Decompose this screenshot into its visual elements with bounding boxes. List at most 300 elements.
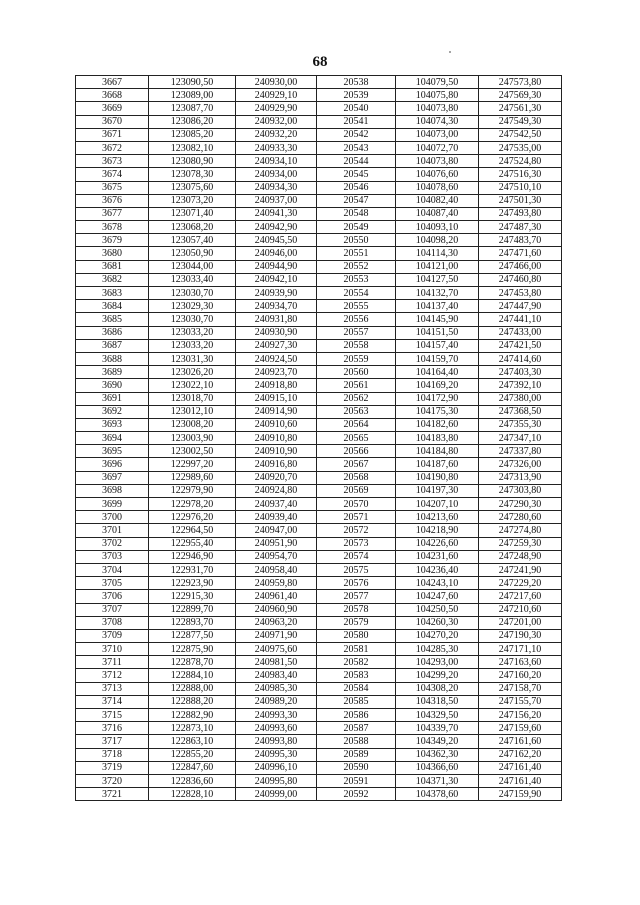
point-number-a-cell: 3669 — [76, 102, 149, 115]
y-coordinate-b-cell: 247466,00 — [479, 260, 562, 273]
y-coordinate-a-cell: 240939,90 — [236, 287, 317, 300]
y-coordinate-a-cell: 240975,60 — [236, 643, 317, 656]
table-row — [76, 511, 562, 524]
table-row — [76, 76, 562, 89]
point-number-a-cell: 3713 — [76, 682, 149, 695]
table-row — [76, 168, 562, 181]
table-row — [76, 115, 562, 128]
y-coordinate-a-cell: 240989,20 — [236, 695, 317, 708]
x-coordinate-a-cell: 123022,10 — [149, 379, 236, 392]
y-coordinate-b-cell: 247549,30 — [479, 115, 562, 128]
y-coordinate-a-cell: 240942,90 — [236, 221, 317, 234]
y-coordinate-a-cell: 240933,30 — [236, 141, 317, 154]
y-coordinate-b-cell: 247347,10 — [479, 432, 562, 445]
y-coordinate-b-cell: 247510,10 — [479, 181, 562, 194]
x-coordinate-a-cell: 123068,20 — [149, 221, 236, 234]
point-number-b-cell: 20541 — [317, 115, 396, 128]
table-row — [76, 458, 562, 471]
y-coordinate-a-cell: 240930,00 — [236, 76, 317, 89]
point-number-a-cell: 3693 — [76, 418, 149, 431]
x-coordinate-b-cell: 104318,50 — [396, 695, 479, 708]
y-coordinate-b-cell: 247414,60 — [479, 352, 562, 365]
point-number-b-cell: 20568 — [317, 471, 396, 484]
point-number-a-cell: 3706 — [76, 590, 149, 603]
y-coordinate-b-cell: 247487,30 — [479, 221, 562, 234]
table-row — [76, 471, 562, 484]
x-coordinate-b-cell: 104078,60 — [396, 181, 479, 194]
x-coordinate-b-cell: 104074,30 — [396, 115, 479, 128]
y-coordinate-b-cell: 247158,70 — [479, 682, 562, 695]
point-number-b-cell: 20570 — [317, 498, 396, 511]
x-coordinate-a-cell: 123044,00 — [149, 260, 236, 273]
x-coordinate-b-cell: 104087,40 — [396, 207, 479, 220]
y-coordinate-b-cell: 247171,10 — [479, 643, 562, 656]
x-coordinate-b-cell: 104079,50 — [396, 76, 479, 89]
x-coordinate-a-cell: 122882,90 — [149, 709, 236, 722]
x-coordinate-b-cell: 104299,20 — [396, 669, 479, 682]
point-number-a-cell: 3716 — [76, 722, 149, 735]
x-coordinate-a-cell: 122828,10 — [149, 788, 236, 801]
x-coordinate-b-cell: 104076,60 — [396, 168, 479, 181]
point-number-b-cell: 20555 — [317, 300, 396, 313]
point-number-b-cell: 20563 — [317, 405, 396, 418]
y-coordinate-b-cell: 247155,70 — [479, 695, 562, 708]
x-coordinate-a-cell: 122877,50 — [149, 629, 236, 642]
point-number-a-cell: 3701 — [76, 524, 149, 537]
point-number-a-cell: 3702 — [76, 537, 149, 550]
x-coordinate-a-cell: 122836,60 — [149, 774, 236, 787]
x-coordinate-b-cell: 104093,10 — [396, 221, 479, 234]
y-coordinate-b-cell: 247163,60 — [479, 656, 562, 669]
y-coordinate-b-cell: 247433,00 — [479, 326, 562, 339]
point-number-b-cell: 20584 — [317, 682, 396, 695]
table-row — [76, 313, 562, 326]
point-number-a-cell: 3688 — [76, 352, 149, 365]
x-coordinate-a-cell: 122863,10 — [149, 735, 236, 748]
x-coordinate-b-cell: 104231,60 — [396, 550, 479, 563]
point-number-b-cell: 20551 — [317, 247, 396, 260]
table-row — [76, 643, 562, 656]
x-coordinate-a-cell: 122888,20 — [149, 695, 236, 708]
x-coordinate-a-cell: 122888,00 — [149, 682, 236, 695]
y-coordinate-a-cell: 240918,80 — [236, 379, 317, 392]
y-coordinate-b-cell: 247161,40 — [479, 761, 562, 774]
point-number-a-cell: 3694 — [76, 432, 149, 445]
point-number-a-cell: 3682 — [76, 273, 149, 286]
y-coordinate-a-cell: 240995,80 — [236, 774, 317, 787]
point-number-b-cell: 20554 — [317, 287, 396, 300]
x-coordinate-a-cell: 123026,20 — [149, 366, 236, 379]
y-coordinate-a-cell: 240983,40 — [236, 669, 317, 682]
table-row — [76, 141, 562, 154]
x-coordinate-b-cell: 104098,20 — [396, 234, 479, 247]
y-coordinate-b-cell: 247190,30 — [479, 629, 562, 642]
y-coordinate-b-cell: 247380,00 — [479, 392, 562, 405]
y-coordinate-a-cell: 240939,40 — [236, 511, 317, 524]
y-coordinate-a-cell: 240993,60 — [236, 722, 317, 735]
y-coordinate-a-cell: 240937,00 — [236, 194, 317, 207]
point-number-a-cell: 3668 — [76, 89, 149, 102]
y-coordinate-b-cell: 247259,30 — [479, 537, 562, 550]
point-number-a-cell: 3690 — [76, 379, 149, 392]
x-coordinate-b-cell: 104082,40 — [396, 194, 479, 207]
x-coordinate-a-cell: 123080,90 — [149, 155, 236, 168]
point-number-b-cell: 20559 — [317, 352, 396, 365]
x-coordinate-a-cell: 123089,00 — [149, 89, 236, 102]
point-number-b-cell: 20549 — [317, 221, 396, 234]
point-number-a-cell: 3710 — [76, 643, 149, 656]
point-number-b-cell: 20582 — [317, 656, 396, 669]
table-row — [76, 656, 562, 669]
point-number-a-cell: 3705 — [76, 577, 149, 590]
y-coordinate-b-cell: 247493,80 — [479, 207, 562, 220]
table-row — [76, 774, 562, 787]
x-coordinate-b-cell: 104184,80 — [396, 445, 479, 458]
x-coordinate-b-cell: 104366,60 — [396, 761, 479, 774]
x-coordinate-a-cell: 122976,20 — [149, 511, 236, 524]
x-coordinate-a-cell: 122979,90 — [149, 484, 236, 497]
table-row — [76, 339, 562, 352]
point-number-b-cell: 20560 — [317, 366, 396, 379]
point-number-a-cell: 3685 — [76, 313, 149, 326]
y-coordinate-b-cell: 247368,50 — [479, 405, 562, 418]
y-coordinate-a-cell: 240961,40 — [236, 590, 317, 603]
table-row — [76, 616, 562, 629]
x-coordinate-b-cell: 104362,30 — [396, 748, 479, 761]
point-number-b-cell: 20553 — [317, 273, 396, 286]
y-coordinate-b-cell: 247355,30 — [479, 418, 562, 431]
x-coordinate-b-cell: 104339,70 — [396, 722, 479, 735]
point-number-b-cell: 20577 — [317, 590, 396, 603]
point-number-b-cell: 20538 — [317, 76, 396, 89]
y-coordinate-b-cell: 247159,60 — [479, 722, 562, 735]
point-number-a-cell: 3671 — [76, 128, 149, 141]
x-coordinate-b-cell: 104182,60 — [396, 418, 479, 431]
point-number-b-cell: 20539 — [317, 89, 396, 102]
point-number-b-cell: 20589 — [317, 748, 396, 761]
table-row — [76, 379, 562, 392]
table-row — [76, 629, 562, 642]
x-coordinate-b-cell: 104190,80 — [396, 471, 479, 484]
point-number-b-cell: 20590 — [317, 761, 396, 774]
y-coordinate-b-cell: 247303,80 — [479, 484, 562, 497]
coordinates-table — [75, 75, 562, 801]
y-coordinate-a-cell: 240963,20 — [236, 616, 317, 629]
point-number-b-cell: 20587 — [317, 722, 396, 735]
table-row — [76, 563, 562, 576]
table-row — [76, 590, 562, 603]
table-row — [76, 722, 562, 735]
y-coordinate-b-cell: 247156,20 — [479, 709, 562, 722]
table-row — [76, 234, 562, 247]
table-row — [76, 366, 562, 379]
point-number-b-cell: 20562 — [317, 392, 396, 405]
point-number-a-cell: 3691 — [76, 392, 149, 405]
x-coordinate-a-cell: 123082,10 — [149, 141, 236, 154]
y-coordinate-a-cell: 240937,40 — [236, 498, 317, 511]
y-coordinate-b-cell: 247501,30 — [479, 194, 562, 207]
y-coordinate-a-cell: 240993,80 — [236, 735, 317, 748]
table-row — [76, 392, 562, 405]
x-coordinate-b-cell: 104378,60 — [396, 788, 479, 801]
point-number-a-cell: 3678 — [76, 221, 149, 234]
y-coordinate-a-cell: 240934,00 — [236, 168, 317, 181]
point-number-a-cell: 3699 — [76, 498, 149, 511]
point-number-a-cell: 3698 — [76, 484, 149, 497]
point-number-b-cell: 20586 — [317, 709, 396, 722]
y-coordinate-b-cell: 247160,20 — [479, 669, 562, 682]
y-coordinate-b-cell: 247403,30 — [479, 366, 562, 379]
x-coordinate-b-cell: 104371,30 — [396, 774, 479, 787]
point-number-a-cell: 3721 — [76, 788, 149, 801]
x-coordinate-a-cell: 123073,20 — [149, 194, 236, 207]
x-coordinate-a-cell: 122855,20 — [149, 748, 236, 761]
y-coordinate-b-cell: 247274,80 — [479, 524, 562, 537]
x-coordinate-b-cell: 104187,60 — [396, 458, 479, 471]
point-number-a-cell: 3704 — [76, 563, 149, 576]
y-coordinate-b-cell: 247516,30 — [479, 168, 562, 181]
x-coordinate-a-cell: 123003,90 — [149, 432, 236, 445]
x-coordinate-b-cell: 104127,50 — [396, 273, 479, 286]
point-number-b-cell: 20557 — [317, 326, 396, 339]
point-number-a-cell: 3675 — [76, 181, 149, 194]
y-coordinate-a-cell: 240929,90 — [236, 102, 317, 115]
y-coordinate-a-cell: 240924,50 — [236, 352, 317, 365]
y-coordinate-a-cell: 240910,90 — [236, 445, 317, 458]
point-number-a-cell: 3692 — [76, 405, 149, 418]
x-coordinate-a-cell: 123033,20 — [149, 339, 236, 352]
x-coordinate-a-cell: 123090,50 — [149, 76, 236, 89]
table-row — [76, 498, 562, 511]
x-coordinate-a-cell: 123087,70 — [149, 102, 236, 115]
table-row — [76, 788, 562, 801]
y-coordinate-a-cell: 240934,70 — [236, 300, 317, 313]
x-coordinate-b-cell: 104285,30 — [396, 643, 479, 656]
y-coordinate-a-cell: 240915,10 — [236, 392, 317, 405]
table-row — [76, 89, 562, 102]
x-coordinate-a-cell: 122946,90 — [149, 550, 236, 563]
y-coordinate-b-cell: 247280,60 — [479, 511, 562, 524]
x-coordinate-a-cell: 123033,40 — [149, 273, 236, 286]
point-number-a-cell: 3684 — [76, 300, 149, 313]
y-coordinate-b-cell: 247392,10 — [479, 379, 562, 392]
x-coordinate-a-cell: 122873,10 — [149, 722, 236, 735]
y-coordinate-a-cell: 240971,90 — [236, 629, 317, 642]
point-number-b-cell: 20583 — [317, 669, 396, 682]
x-coordinate-a-cell: 123008,20 — [149, 418, 236, 431]
y-coordinate-b-cell: 247161,60 — [479, 735, 562, 748]
point-number-b-cell: 20565 — [317, 432, 396, 445]
point-number-b-cell: 20564 — [317, 418, 396, 431]
y-coordinate-b-cell: 247241,90 — [479, 563, 562, 576]
x-coordinate-a-cell: 122915,30 — [149, 590, 236, 603]
table-row — [76, 695, 562, 708]
point-number-b-cell: 20547 — [317, 194, 396, 207]
point-number-b-cell: 20576 — [317, 577, 396, 590]
point-number-a-cell: 3677 — [76, 207, 149, 220]
point-number-a-cell: 3672 — [76, 141, 149, 154]
y-coordinate-a-cell: 240995,30 — [236, 748, 317, 761]
point-number-a-cell: 3714 — [76, 695, 149, 708]
y-coordinate-b-cell: 247471,60 — [479, 247, 562, 260]
table-row — [76, 155, 562, 168]
y-coordinate-a-cell: 240941,30 — [236, 207, 317, 220]
point-number-b-cell: 20580 — [317, 629, 396, 642]
y-coordinate-a-cell: 240960,90 — [236, 603, 317, 616]
table-row — [76, 300, 562, 313]
point-number-b-cell: 20578 — [317, 603, 396, 616]
x-coordinate-a-cell: 123012,10 — [149, 405, 236, 418]
point-number-b-cell: 20588 — [317, 735, 396, 748]
point-number-a-cell: 3696 — [76, 458, 149, 471]
x-coordinate-b-cell: 104121,00 — [396, 260, 479, 273]
y-coordinate-b-cell: 247161,40 — [479, 774, 562, 787]
x-coordinate-a-cell: 123086,20 — [149, 115, 236, 128]
y-coordinate-a-cell: 240954,70 — [236, 550, 317, 563]
table-row — [76, 194, 562, 207]
point-number-a-cell: 3679 — [76, 234, 149, 247]
y-coordinate-a-cell: 240959,80 — [236, 577, 317, 590]
point-number-a-cell: 3667 — [76, 76, 149, 89]
point-number-b-cell: 20558 — [317, 339, 396, 352]
y-coordinate-a-cell: 240923,70 — [236, 366, 317, 379]
x-coordinate-a-cell: 123030,70 — [149, 313, 236, 326]
y-coordinate-a-cell: 240993,30 — [236, 709, 317, 722]
point-number-b-cell: 20567 — [317, 458, 396, 471]
y-coordinate-a-cell: 240958,40 — [236, 563, 317, 576]
table-row — [76, 709, 562, 722]
x-coordinate-b-cell: 104151,50 — [396, 326, 479, 339]
x-coordinate-b-cell: 104175,30 — [396, 405, 479, 418]
x-coordinate-b-cell: 104250,50 — [396, 603, 479, 616]
y-coordinate-b-cell: 247159,90 — [479, 788, 562, 801]
x-coordinate-b-cell: 104075,80 — [396, 89, 479, 102]
x-coordinate-b-cell: 104073,80 — [396, 155, 479, 168]
table-row — [76, 761, 562, 774]
y-coordinate-a-cell: 240934,30 — [236, 181, 317, 194]
point-number-b-cell: 20569 — [317, 484, 396, 497]
y-coordinate-b-cell: 247569,30 — [479, 89, 562, 102]
x-coordinate-a-cell: 122878,70 — [149, 656, 236, 669]
table-row — [76, 260, 562, 273]
x-coordinate-b-cell: 104243,10 — [396, 577, 479, 590]
table-row — [76, 273, 562, 286]
table-row — [76, 550, 562, 563]
x-coordinate-a-cell: 122899,70 — [149, 603, 236, 616]
y-coordinate-a-cell: 240996,10 — [236, 761, 317, 774]
point-number-b-cell: 20572 — [317, 524, 396, 537]
coordinates-table-body — [76, 76, 562, 801]
y-coordinate-b-cell: 247337,80 — [479, 445, 562, 458]
y-coordinate-a-cell: 240951,90 — [236, 537, 317, 550]
y-coordinate-b-cell: 247524,80 — [479, 155, 562, 168]
scan-dot — [449, 51, 451, 53]
x-coordinate-b-cell: 104207,10 — [396, 498, 479, 511]
y-coordinate-b-cell: 247447,90 — [479, 300, 562, 313]
point-number-a-cell: 3670 — [76, 115, 149, 128]
x-coordinate-a-cell: 123050,90 — [149, 247, 236, 260]
x-coordinate-b-cell: 104157,40 — [396, 339, 479, 352]
point-number-b-cell: 20556 — [317, 313, 396, 326]
table-row — [76, 537, 562, 550]
y-coordinate-b-cell: 247248,90 — [479, 550, 562, 563]
y-coordinate-a-cell: 240934,10 — [236, 155, 317, 168]
point-number-b-cell: 20552 — [317, 260, 396, 273]
point-number-a-cell: 3674 — [76, 168, 149, 181]
point-number-a-cell: 3686 — [76, 326, 149, 339]
y-coordinate-a-cell: 240910,60 — [236, 418, 317, 431]
y-coordinate-a-cell: 240924,80 — [236, 484, 317, 497]
x-coordinate-b-cell: 104159,70 — [396, 352, 479, 365]
x-coordinate-a-cell: 123018,70 — [149, 392, 236, 405]
x-coordinate-b-cell: 104164,40 — [396, 366, 479, 379]
x-coordinate-a-cell: 122964,50 — [149, 524, 236, 537]
y-coordinate-a-cell: 240914,90 — [236, 405, 317, 418]
point-number-b-cell: 20573 — [317, 537, 396, 550]
x-coordinate-a-cell: 123085,20 — [149, 128, 236, 141]
y-coordinate-a-cell: 240947,00 — [236, 524, 317, 537]
x-coordinate-a-cell: 122978,20 — [149, 498, 236, 511]
point-number-a-cell: 3708 — [76, 616, 149, 629]
y-coordinate-a-cell: 240929,10 — [236, 89, 317, 102]
point-number-b-cell: 20581 — [317, 643, 396, 656]
table-row — [76, 405, 562, 418]
point-number-a-cell: 3673 — [76, 155, 149, 168]
y-coordinate-b-cell: 247326,00 — [479, 458, 562, 471]
x-coordinate-b-cell: 104172,90 — [396, 392, 479, 405]
x-coordinate-b-cell: 104197,30 — [396, 484, 479, 497]
x-coordinate-a-cell: 122875,90 — [149, 643, 236, 656]
point-number-a-cell: 3680 — [76, 247, 149, 260]
x-coordinate-a-cell: 122884,10 — [149, 669, 236, 682]
point-number-a-cell: 3695 — [76, 445, 149, 458]
y-coordinate-a-cell: 240931,80 — [236, 313, 317, 326]
x-coordinate-b-cell: 104226,60 — [396, 537, 479, 550]
y-coordinate-b-cell: 247201,00 — [479, 616, 562, 629]
table-row — [76, 669, 562, 682]
table-row — [76, 418, 562, 431]
y-coordinate-b-cell: 247573,80 — [479, 76, 562, 89]
point-number-a-cell: 3712 — [76, 669, 149, 682]
x-coordinate-b-cell: 104183,80 — [396, 432, 479, 445]
x-coordinate-a-cell: 123075,60 — [149, 181, 236, 194]
x-coordinate-a-cell: 123078,30 — [149, 168, 236, 181]
x-coordinate-b-cell: 104218,90 — [396, 524, 479, 537]
point-number-a-cell: 3689 — [76, 366, 149, 379]
point-number-b-cell: 20550 — [317, 234, 396, 247]
x-coordinate-a-cell: 123057,40 — [149, 234, 236, 247]
x-coordinate-a-cell: 123071,40 — [149, 207, 236, 220]
table-row — [76, 247, 562, 260]
x-coordinate-b-cell: 104114,30 — [396, 247, 479, 260]
y-coordinate-a-cell: 240946,00 — [236, 247, 317, 260]
y-coordinate-a-cell: 240999,00 — [236, 788, 317, 801]
x-coordinate-a-cell: 122893,70 — [149, 616, 236, 629]
x-coordinate-b-cell: 104329,50 — [396, 709, 479, 722]
point-number-b-cell: 20592 — [317, 788, 396, 801]
point-number-a-cell: 3711 — [76, 656, 149, 669]
y-coordinate-a-cell: 240985,30 — [236, 682, 317, 695]
point-number-b-cell: 20545 — [317, 168, 396, 181]
table-row — [76, 524, 562, 537]
y-coordinate-b-cell: 247483,70 — [479, 234, 562, 247]
point-number-a-cell: 3681 — [76, 260, 149, 273]
x-coordinate-a-cell: 122997,20 — [149, 458, 236, 471]
y-coordinate-b-cell: 247210,60 — [479, 603, 562, 616]
point-number-b-cell: 20579 — [317, 616, 396, 629]
table-row — [76, 287, 562, 300]
x-coordinate-a-cell: 123030,70 — [149, 287, 236, 300]
